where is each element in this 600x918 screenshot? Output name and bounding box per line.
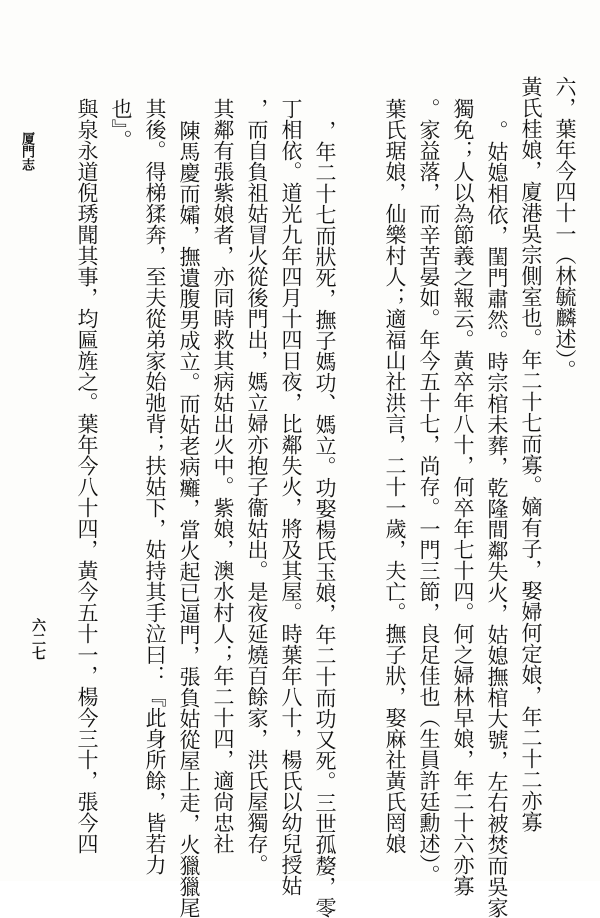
text-column: 也』。 [109,98,133,151]
text-column: 葉氏琚娘，仙樂村人；適福山社洪言，二十一歲，夫亡。撫子狀，娶麻社黃氏罔娘 [383,98,407,854]
running-title: 厦門志 [19,132,34,171]
text-column: 陳馬慶而孀，撫遺腹男成立。而姑老病癱，當火起已逼門，張負姑從屋上走，火獵獵尾 [177,120,201,918]
text-column: 其後。得梯猱奔，至夫從弟家始弛背；扶姑下，姑持其手泣曰：『此身所餘，皆若力 [143,98,167,875]
text-column: 其鄰有張紫娘者，亦同時救其病姑出火中。紫娘，澳水村人；年二十四，適尙忠社 [211,98,235,854]
text-column: 獨免；人以為節義之報云。黃卒年八十，何卒年七十四。何之婦林早娘，年二十六亦寡 [451,98,475,896]
text-column: ，而自負祖姑冒火從後門出，媽立婦亦抱子衞姑出。是夜延燒百餘家，洪氏屋獨存。 [245,98,269,875]
text-column: 黃氏桂娘，廈港吳宗側室也。年二十七而寡。嫡有子，娶婦何定娘，年二十二亦寡 [519,76,543,832]
text-column: 丁相依。道光九年四月十四日夜，比鄰失火，將及其屋。時葉年八十，楊氏以幼兒授姑 [279,98,303,896]
page-number: 六二七 [30,618,46,660]
text-column: 。姑媳相依，閨門肅然。時宗棺未葬，乾隆間鄰失火，姑媳撫棺大號，左右被焚而吳家 [485,120,509,918]
text-column: 與泉永道倪琇聞其事，均匾旌之。葉年今八十四，黃今五十一，楊今三十，張今四 [75,98,99,854]
text-column: ，年二十七而狀死，撫子媽功、媽立。功娶楊氏玉娘，年二十而功又死。三世孤嫠，零 [313,120,337,918]
text-column: 六，葉年今四十一（林毓麟述）。 [553,76,577,381]
text-column: 。家益落，而辛苦晏如。年今五十七，尚存。一門三節，良足佳也（生員許廷勳述）。 [417,98,441,886]
